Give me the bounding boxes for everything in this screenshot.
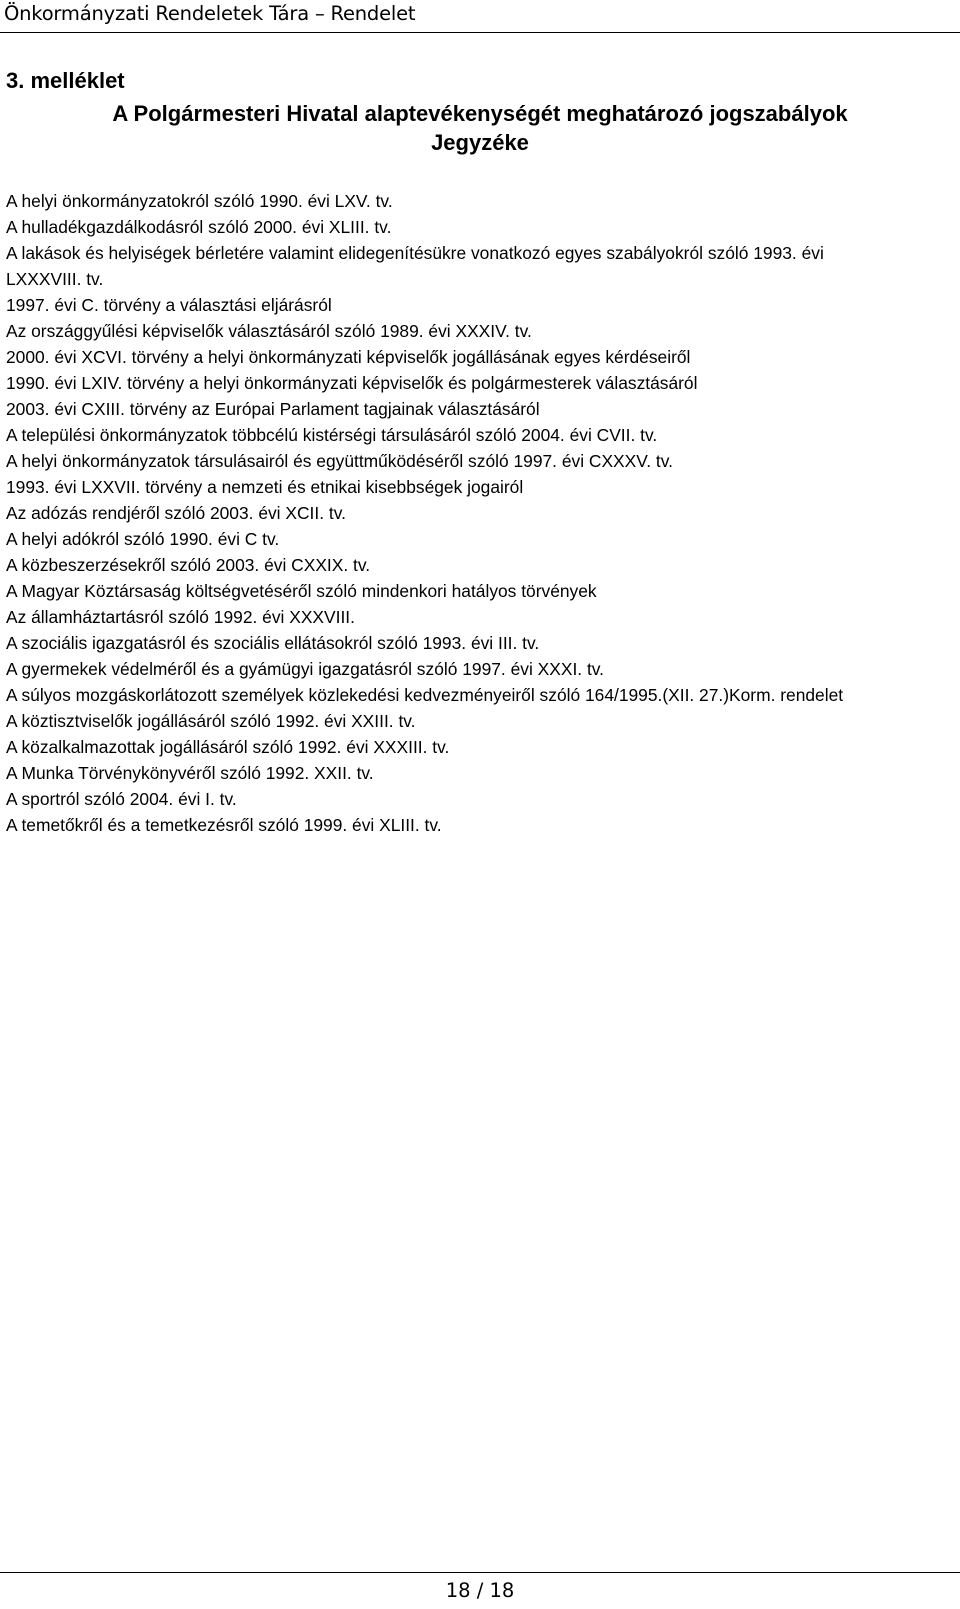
- list-item: A temetőkről és a temetkezésről szóló 1999. évi XLIII. tv.: [6, 815, 442, 835]
- page-footer: [0, 1572, 960, 1609]
- list-item: A helyi önkormányzatok társulásairól és együttműködéséről szóló 1997. évi CXXXV. tv.: [6, 451, 673, 471]
- document-header-title: Önkormányzati Rendeletek Tára – Rendelet: [4, 2, 416, 25]
- list-item: A közalkalmazottak jogállásáról szóló 1992. évi XXXIII. tv.: [6, 737, 450, 757]
- annex-number: 3. melléklet: [6, 68, 125, 93]
- list-item: A Magyar Köztársaság költségvetéséről szóló mindenkori hatályos törvények: [6, 581, 597, 601]
- list-item: A sportról szóló 2004. évi I. tv.: [6, 789, 237, 809]
- list-item: Az államháztartásról szóló 1992. évi XXXVIII.: [6, 607, 355, 627]
- list-item: A szociális igazgatásról és szociális ellátásokról szóló 1993. évi III. tv.: [6, 633, 540, 653]
- law-list: [6, 188, 956, 838]
- list-item: 1990. évi LXIV. törvény a helyi önkormányzati képviselők és polgármesterek választásáról: [6, 373, 698, 393]
- page-number: 18 / 18: [445, 1579, 515, 1602]
- list-item: 2000. évi XCVI. törvény a helyi önkormányzati képviselők jogállásának egyes kérdéseiről: [6, 347, 691, 367]
- list-item: Az országgyűlési képviselők választásáról szóló 1989. évi XXXIV. tv.: [6, 321, 532, 341]
- list-item: A helyi adókról szóló 1990. évi C tv.: [6, 529, 280, 549]
- footer-divider: [0, 1572, 960, 1573]
- list-item: A Munka Törvénykönyvéről szóló 1992. XXII. tv.: [6, 763, 374, 783]
- list-item: A hulladékgazdálkodásról szóló 2000. évi XLIII. tv.: [6, 217, 392, 237]
- list-item: Az adózás rendjéről szóló 2003. évi XCII. tv.: [6, 503, 346, 523]
- list-item: 1997. évi C. törvény a választási eljárásról: [6, 295, 332, 315]
- list-item: 1993. évi LXXVII. törvény a nemzeti és etnikai kisebbségek jogairól: [6, 477, 524, 497]
- document-subtitle: Jegyzéke: [431, 130, 529, 155]
- list-item: A közbeszerzésekről szóló 2003. évi CXXIX. tv.: [6, 555, 371, 575]
- list-item: A lakások és helyiségek bérletére valamint elidegenítésükre vonatkozó egyes szabályokról szóló 1993. évi: [6, 243, 824, 263]
- list-item: A súlyos mozgáskorlátozott személyek közlekedési kedvezményeiről szóló 164/1995.(XII. 27.)Korm. rendelet: [6, 685, 844, 705]
- list-item: A köztisztviselők jogállásáról szóló 1992. évi XXIII. tv.: [6, 711, 416, 731]
- list-item: A helyi önkormányzatokról szóló 1990. évi LXV. tv.: [6, 191, 393, 211]
- page-header: [0, 0, 960, 33]
- list-item: LXXXVIII. tv.: [6, 269, 104, 289]
- document-title: A Polgármesteri Hivatal alaptevékenységét meghatározó jogszabályok: [112, 101, 848, 126]
- list-item: A települési önkormányzatok többcélú kistérségi társulásáról szóló 2004. évi CVII. tv.: [6, 425, 658, 445]
- list-item: 2003. évi CXIII. törvény az Európai Parlament tagjainak választásáról: [6, 399, 540, 419]
- list-item: A gyermekek védelméről és a gyámügyi igazgatásról szóló 1997. évi XXXI. tv.: [6, 659, 605, 679]
